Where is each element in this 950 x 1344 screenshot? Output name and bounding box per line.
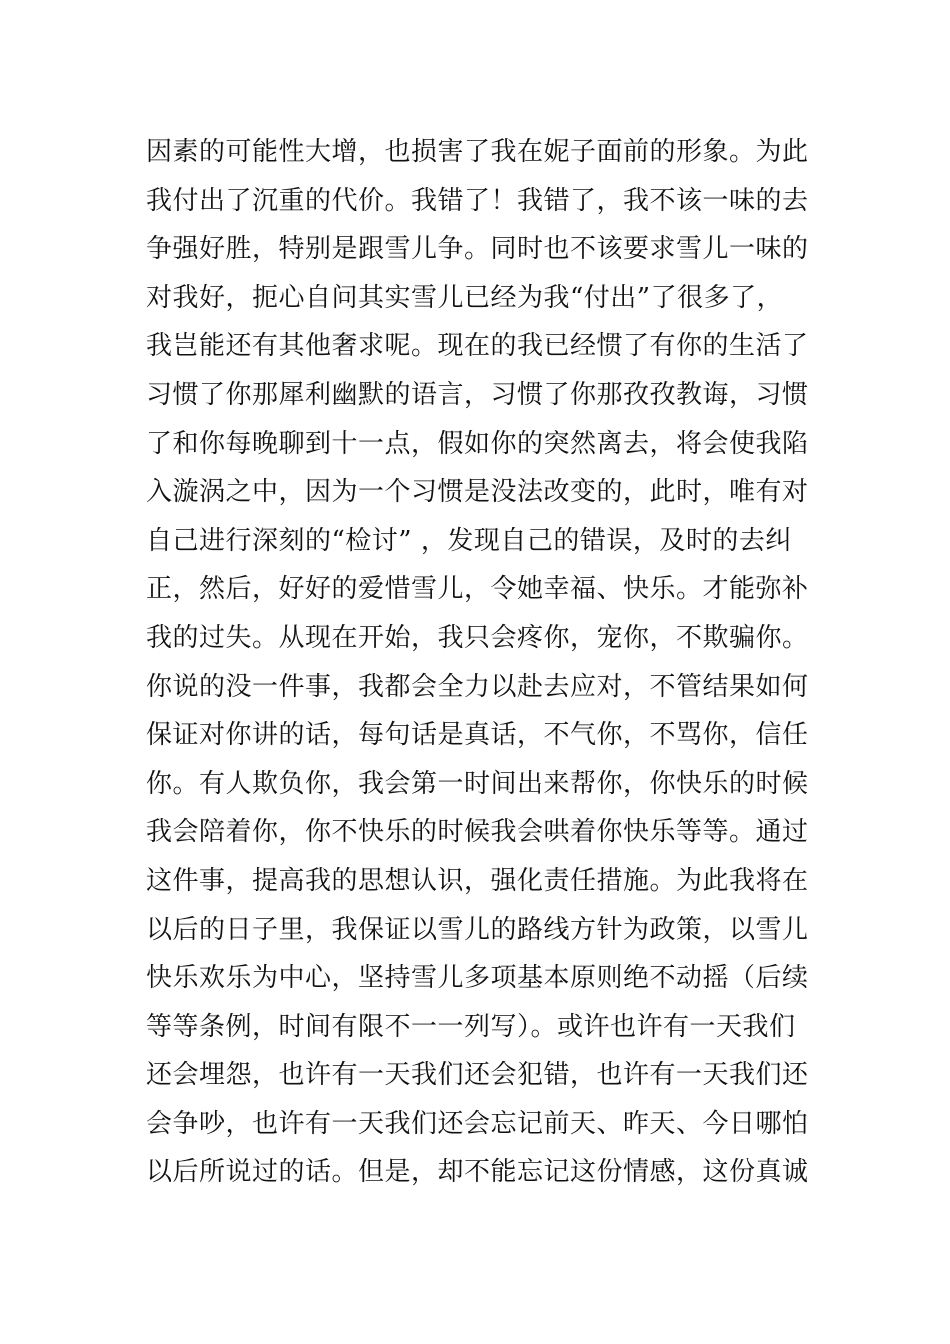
- text-line: 对我好，扼心自问其实雪儿已经为我“付出”了很多了，: [146, 282, 784, 313]
- text-line: 你说的没一件事，我都会全力以赴去应对，不管结果如何: [146, 671, 809, 702]
- text-line: 快乐欢乐为中心，坚持雪儿多项基本原则绝不动摇（后续: [146, 963, 809, 994]
- text-line: 我付出了沉重的代价。我错了！我错了，我不该一味的去: [146, 185, 809, 216]
- text-line: 等等条例，时间有限不一一列写）。或许也许有一天我们: [146, 1011, 796, 1042]
- text-line: 了和你每晚聊到十一点，假如你的突然离去，将会使我陷: [146, 428, 809, 459]
- text-line: 入漩涡之中，因为一个习惯是没法改变的，此时，唯有对: [146, 477, 809, 508]
- text-line: 我的过失。从现在开始，我只会疼你，宠你，不欺骗你。: [146, 622, 809, 653]
- text-line: 保证对你讲的话，每句话是真话，不气你，不骂你，信任: [146, 720, 809, 751]
- text-line: 自己进行深刻的“检讨” ，发现自己的错误，及时的去纠: [146, 525, 792, 556]
- text-line: 争强好胜，特别是跟雪儿争。同时也不该要求雪儿一味的: [146, 234, 809, 265]
- text-line: 以后所说过的话。但是，却不能忘记这份情感，这份真诚: [146, 1157, 809, 1188]
- text-line: 以后的日子里，我保证以雪儿的路线方针为政策，以雪儿: [146, 914, 809, 945]
- text-line: 这件事，提高我的思想认识，强化责任措施。为此我将在: [146, 865, 809, 896]
- text-line: 习惯了你那犀利幽默的语言，习惯了你那孜孜教诲，习惯: [146, 379, 809, 410]
- text-line: 会争吵，也许有一天我们还会忘记前天、昨天、今日哪怕: [146, 1108, 809, 1139]
- text-line: 因素的可能性大增，也损害了我在妮子面前的形象。为此: [146, 137, 809, 167]
- text-line: 你。有人欺负你，我会第一时间出来帮你，你快乐的时候: [146, 768, 809, 799]
- body-text: [146, 128, 811, 1197]
- text-line: 正，然后，好好的爱惜雪儿，令她幸福、快乐。才能弥补: [146, 574, 809, 605]
- text-line: 还会埋怨，也许有一天我们还会犯错，也许有一天我们还: [146, 1060, 809, 1091]
- text-line: 我岂能还有其他奢求呢。现在的我已经惯了有你的生活了: [146, 331, 809, 362]
- text-line: 我会陪着你，你不快乐的时候我会哄着你快乐等等。通过: [146, 817, 809, 848]
